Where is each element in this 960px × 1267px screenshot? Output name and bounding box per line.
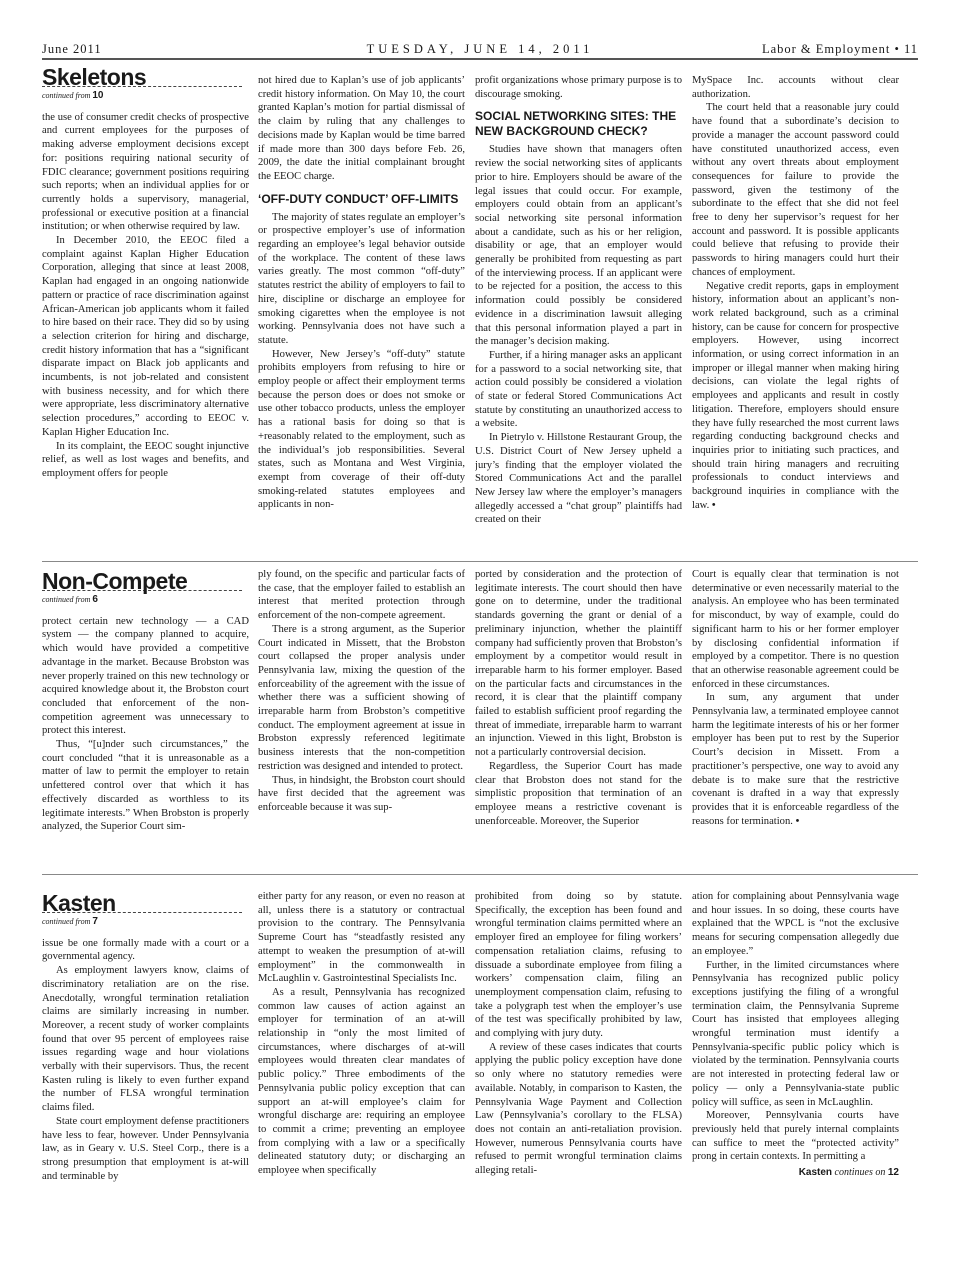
paragraph: As employment lawyers know, claims of discriminatory retaliation are on the rise. Anecdotally, wrongful termination retaliation claims are similarly increasing in number. Moreover, a recent study of worker complaints found that over 95 percent of employees raise issues regarding wage and hour violations verbally with their supervisors. Thus, the recent Kasten ruling is likely to even further expand the number of FLSA wrongful termination claims filed. [42, 965, 249, 1114]
kasten-article [42, 890, 918, 1215]
skeletons-col-1 [42, 64, 249, 554]
continued-from: continued from 10 [42, 90, 104, 101]
noncompete-title: Non-Compete [42, 568, 188, 594]
skeletons-col-2 [258, 74, 465, 554]
paragraph: protect certain new technology — a CAD system — the company planned to acquire, which would have provided a competitive advantage in the market. Because Brobston was never properly trained on this new technology or acquired knowledge about it, the Brobston court concluded that enforcement of the non-competition agreement was unnecessary to protect this interest. [42, 615, 249, 737]
paragraph: profit organizations whose primary purpose is to discourage smoking. [475, 75, 682, 100]
section-divider [42, 561, 918, 562]
noncompete-col-3 [475, 568, 682, 868]
paragraph: The court held that a reasonable jury could have found that a subordinate’s decision to provide a manager the account password could have constituted unauthorized access, even without any overt threats about employment consequences for failure to provide the password, given the testimony of the subordinate to the effect that she did not feel free to deny her supervisor’s request for her account and password. It is possible applicants could believe that refusing to provide their passwords to hiring managers could hurt their chances of employment. [692, 102, 899, 278]
paragraph: Court is equally clear that termination is not determinative or even necessarily material to the analysis. An employee who has been terminated for misconduct, by way of example, could do significant harm to his or her former employer by disclosing confidential information if employed by a competitor. There is no question that an otherwise reasonable agreement could be enforced in these circumstances. [692, 569, 899, 690]
paragraph: not hired due to Kaplan’s use of job applicants’ credit history information. On May 10, the court granted Kaplan’s motion for partial dismissal of the claim by ruling that any challenges to decisions made by Kaplan would be time barred if made more than 300 days before Feb. 26, 2009, the date the initial complainant brought the EEOC charge. [258, 75, 465, 182]
paragraph: ply found, on the specific and particular facts of the case, that the employer failed to establish an interest that merited protection through enforcement of the non-compete agreement. [258, 569, 465, 622]
skeletons-col-3 [475, 74, 682, 554]
paragraph: Moreover, Pennsylvania courts have previously held that purely internal complaints can suffice to meet the “protected activity” prong in certain contexts. In permitting a [692, 1110, 899, 1163]
kasten-col-3 [475, 890, 682, 1215]
continues-on: Kasten continues on 12 [798, 1167, 899, 1179]
page-header [42, 40, 918, 60]
continued-from: continued from 6 [42, 594, 98, 605]
paragraph: Studies have shown that managers often review the social networking sites of applicants prior to hire. Employers should be aware of the legal issues that could occur. For example, employers could obtain from an applicant’s social networking site personal information about a candidate, such as his or her religion, disability or age, that an employer would generally be prohibited from requesting as part of the interviewing process. If an applicant were to be rejected for a position, the access to this information could possibly be considered evidence in a discrimination lawsuit alleging that this personal information played a part in the manager’s decision making. [475, 144, 682, 348]
paragraph: ation for complaining about Pennsylvania wage and hour issues. In so doing, these courts have explained that the WPCL is “not the exclusive means for securing compensation allegedly due an employee.” [692, 891, 899, 957]
paragraph: There is a strong argument, as the Superior Court indicated in Missett, that the Brobston court collapsed the proper analysis under Pennsylvania law, mixing the question of the enforceability of the agreement with the issue of whether there was a sufficient showing of irreparable harm from Brobston’s competitive conduct. The employment agreement at issue in Brobston expressly referenced legitimate business interests that the non-competition restriction was designed and intended to protect. [258, 623, 465, 772]
header-dateline: TUESDAY, JUNE 14, 2011 [366, 42, 594, 56]
paragraph: issue be one formally made with a court or a governmental agency. [42, 937, 249, 963]
paragraph: In December 2010, the EEOC filed a complaint against Kaplan Higher Education Corporation, alleging that since at least 2008, Kaplan had engaged in an ongoing nationwide pattern or practice of race discrimination against African-American job applicants whom it failed to hire based on their race. They did so by using a selection criterion for hiring and discharge, credit history information that has a “significant disparate impact on Black job applicants and incumbents, is not job-related and consistent with business necessity, and for which there were appropriate, less discriminatory alternative selection procedures,” according to EEOC v. Kaplan Higher Education Inc. [42, 235, 249, 438]
paragraph: In Pietrylo v. Hillstone Restaurant Group, the U.S. District Court of New Jersey upheld a jury’s finding that the employer violated the Stored Communications Act and the parallel New Jersey law where the employer’s managers allegedly accessed a “chat group” plaintiffs had created on their [475, 432, 682, 526]
paragraph: the use of consumer credit checks of prospective and current employees for the purposes of making adverse employment decisions except for: positions requiring national security of FDIC clearance; government positions requiring such reports; when an individual applies for or currently holds a supervisory, managerial, professional or executive position at a financial institution; or when otherwise required by law. [42, 111, 249, 233]
header-date: June 2011 [42, 42, 102, 56]
paragraph: However, New Jersey’s “off-duty” statute prohibits employers from refusing to hire or employ people or affect their employment terms because the person does or does not smoke or use other tobacco products, unless the employer has a rational basis for doing so that is +reasonably related to the employment, such as the individual’s job responsibilities. Several states, such as Montana and West Virginia, exempt from coverage of their off-duty smoking-related statutes employees and applicants in non- [258, 348, 465, 511]
noncompete-article [42, 568, 918, 868]
paragraph: The majority of states regulate an employer’s or prospective employer’s use of information regarding an employee’s legal behavior outside of the workplace. The content of these laws varies greatly. The most common “off-duty” statutes restrict the ability of employers to fail to hire, discipline or discharge an employee for smoking cigarettes when the employee is not working. Pennsylvania does not have such a statute. [258, 211, 465, 346]
noncompete-col-4 [692, 568, 899, 868]
paragraph: Further, if a hiring manager asks an applicant for a password to a social networking site, that action could possibly be considered a violation of state or federal Stored Communications Act statute by constituting an unauthorized access to a website. [475, 349, 682, 430]
paragraph: In its complaint, the EEOC sought injunctive relief, as well as lost wages and benefits, and employment offers for people [42, 440, 249, 479]
kasten-col-1 [42, 890, 249, 1215]
paragraph: either party for any reason, or even no reason at all, unless there is a statutory or contractual provision to the contrary. The Pennsylvania Supreme Court has “steadfastly resisted any attempt to weaken the presumption of at-will employment” in the commonwealth in McLaughlin v. Gastrointestinal Specialists Inc. [258, 891, 465, 985]
paragraph: Thus, in hindsight, the Brobston court should have first decided that the agreement was enforceable because it was sup- [258, 774, 465, 813]
skeletons-col-4 [692, 74, 899, 554]
paragraph: ported by consideration and the protection of legitimate interests. The court should then have gone on to determine, under the traditional standards governing the grant or denial of a preliminary injunction, whether the plaintiff company had sufficiently proven that Brobston’s employment by a competitor would result in irreparable harm to his former employer. Based on the particular facts and circumstances in the record, it is clear that the plaintiff company failed to establish sufficient proof regarding the threat of immediate, irreparable harm to warrant an injunction. Viewed in this light, Brobston is not a particularly controversial decision. [475, 569, 682, 759]
end-mark: • [711, 499, 716, 511]
skeletons-title: Skeletons [42, 64, 147, 90]
noncompete-col-1 [42, 568, 249, 868]
paragraph: In sum, any argument that under Pennsylvania law, a terminated employee cannot harm the legitimate interests of his or her former employer has been put to rest by the Superior Court’s decision in Missett. From a practitioner’s perspective, one way to avoid any debate is to make sure that the restrictive covenant is drafted in a way that expressly provides that it is enforceable regardless of the reasons for termination. • [692, 692, 899, 827]
paragraph: As a result, Pennsylvania has recognized common law causes of action against an employer for termination of an at-will relationship in “only the most limited of circumstances, where discharges of at-will employees would threaten clear mandates of public policy.” Three embodiments of the Pennsylvania public policy exception that can support an at-will employee’s claim for wrongful discharge are: requiring an employee to commit a crime; preventing an employee from complying with a law or a specifically delineated statutory duty; or discharging an employee when specifically [258, 986, 465, 1177]
paragraph: A review of these cases indicates that courts applying the public policy exception have done so only where no statutory remedies were available. Notably, in comparison to Kasten, the Pennsylvania Wage Payment and Collection Law (Pennsylvania’s corollary to the FLSA) does not contain an anti-retaliation provision. However, numerous Pennsylvania courts have refused to permit wrongful termination claims alleging retali- [475, 1041, 682, 1177]
noncompete-col-2 [258, 568, 465, 868]
subheading-off-duty: ‘OFF-DUTY CONDUCT’ OFF-LIMITS [258, 191, 459, 206]
paragraph: Thus, “[u]nder such circumstances,” the court concluded “that it is unreasonable as a matter of law to permit the employer to retain unfettered control over that which it has effectively discarded as worthless to its legitimate interests.” When Brobston is properly analyzed, the Superior Court sim- [42, 739, 249, 833]
end-mark: • [795, 815, 800, 827]
subheading-social-networking: SOCIAL NETWORKING SITES: THE NEW BACKGROUND CHECK? [475, 109, 677, 139]
header-section-page: Labor & Employment • 11 [761, 42, 918, 56]
paragraph: prohibited from doing so by statute. Specifically, the exception has been found and wrongful termination claims permitted where an employer fired an employee for filing workers’ compensation retaliation claims, refusing to dissuade a subordinate employee from filing a workers’ compensation claim, filing an unemployment compensation claim, refusing to take a polygraph test when the employer’s use of the test was specifically prohibited by law, and complying with jury duty. [475, 891, 682, 1040]
skeletons-article [42, 64, 918, 554]
paragraph: Further, in the limited circumstances where Pennsylvania has recognized public policy exceptions justifying the filing of a wrongful termination claim, the Pennsylvania Supreme Court has insisted that employees alleging wrongful termination must identify a Pennsylvania-specific public policy which is violated by the termination. Pennsylvania courts are not interested in protecting federal law or policy — only a Pennsylvania-state public policy will suffice, as seen in McLaughlin. [692, 959, 899, 1108]
paragraph: Regardless, the Superior Court has made clear that Brobston does not stand for the simplistic proposition that termination of an employee means a restrictive covenant is unenforceable. Moreover, the Superior [475, 760, 682, 827]
kasten-col-4 [692, 890, 899, 1215]
paragraph: MySpace Inc. accounts without clear authorization. [692, 75, 899, 100]
section-divider [42, 874, 918, 875]
paragraph: Negative credit reports, gaps in employment history, information about an applicant’s non-work related background, such as a criminal history, can be cause for concern for prospective employers. However, using incorrect information, or using correct information in an improper or illegal manner when making hiring decisions, can violate the legal rights of employees and applicants and result in costly litigation. Therefore, employers should ensure they have fully researched the most current laws regarding conducting background checks and inquiries prior to initiating such practices, and should train hiring managers and recruiting professionals to conduct interviews and background inquiries in compliance with the law. • [692, 280, 899, 511]
kasten-title: Kasten [42, 890, 116, 916]
kasten-col-2 [258, 890, 465, 1215]
continued-from: continued from 7 [42, 916, 98, 927]
paragraph: State court employment defense practitioners have less to fear, however. Under Pennsylvania law, as in Geary v. U.S. Steel Corp., there is a strong presumption that employment is at-will and terminable by [42, 1115, 249, 1182]
